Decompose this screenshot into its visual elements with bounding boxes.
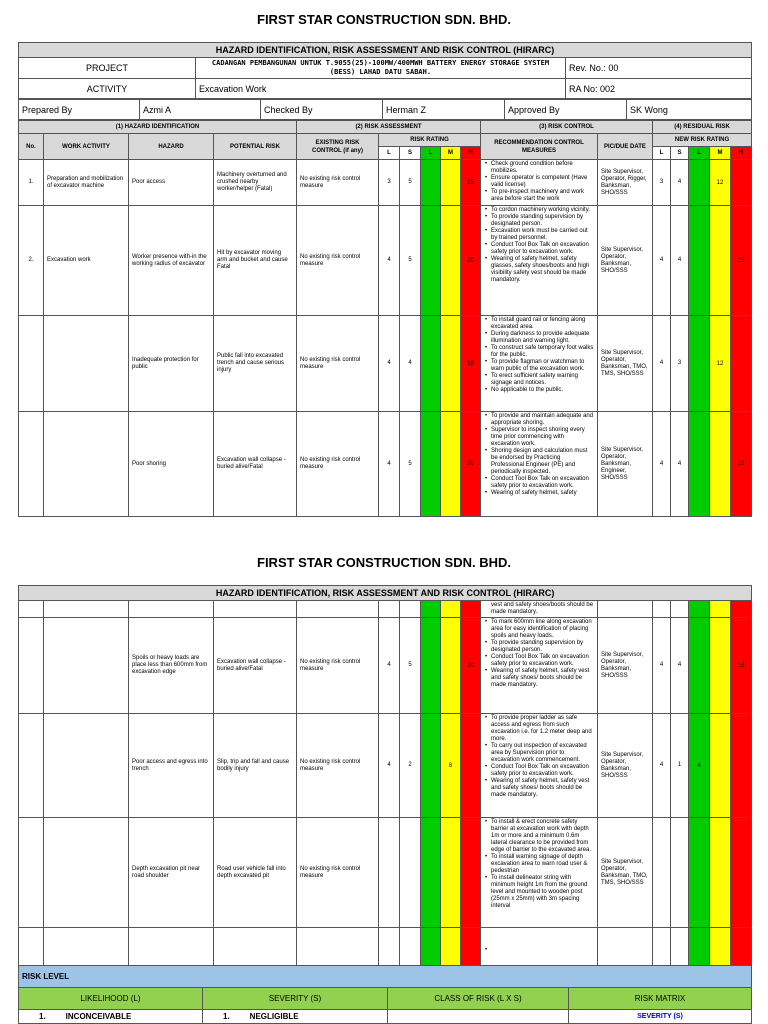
row-measure: • To erect sufficient safety warning signage and notices. — [491, 373, 594, 387]
approved-by-label: Approved By — [505, 100, 627, 120]
row-new-l: 4 — [653, 206, 671, 316]
col-s: S — [400, 147, 421, 160]
row-new-l: 4 — [653, 714, 671, 818]
row-measure: • Conduct Tool Box Talk on excavation safety prior to excavation work. — [491, 242, 594, 256]
likelihood-header: LIKELIHOOD (L) — [19, 988, 203, 1010]
row-pic: Site Supervisor, Operator, Rigger, Banksman, SHO/SSS — [598, 160, 653, 206]
row-new-s: 1 — [671, 714, 689, 818]
empty-row — [19, 928, 752, 966]
col-existing-control: EXISTING RISK CONTROL (if any) — [297, 134, 379, 160]
row-rating-l — [421, 412, 441, 517]
col-recommendation: RECOMMENDATION CONTROL MEASURES — [481, 134, 598, 160]
row-risk: Road user vehicle fall into depth excavated pit — [214, 818, 297, 928]
row-new-rating-m: 12 — [710, 316, 731, 412]
row-risk: Excavation wall collapse - buried alive/Fatal — [214, 618, 297, 714]
row-new-s: 4 — [671, 412, 689, 517]
section-hazard-id: (1) HAZARD IDENTIFICATION — [19, 121, 297, 134]
row-s: 5 — [400, 206, 421, 316]
table-row — [19, 160, 752, 206]
row-measure: • To install & erect concrete safety barrier at excavation work with depth 1m or more and a minimum 0.6m lateral clearance to be provided from edge of barrier to the excavated area. — [491, 819, 594, 854]
col-med: M — [441, 147, 461, 160]
row-measures — [481, 206, 598, 316]
likelihood-1-label: INCONCEIVABLE — [65, 1012, 132, 1021]
col-hazard: HAZARD — [129, 134, 214, 160]
table-row — [19, 714, 752, 818]
row-new-rating-h — [731, 160, 752, 206]
project-label: PROJECT — [19, 58, 196, 79]
table-row — [19, 618, 752, 714]
row-rating-h: 20 — [461, 618, 481, 714]
row-new-rating-l — [689, 412, 710, 517]
approved-by: SK Wong — [627, 100, 752, 120]
row-l: 4 — [379, 412, 400, 517]
prepared-by-label: Prepared By — [19, 100, 140, 120]
row-measure: • To provide and maintain adequate and appropriate shoring. — [491, 413, 594, 427]
row-rating-m — [441, 412, 461, 517]
row-existing: No existing risk control measure — [297, 618, 379, 714]
row-measures — [481, 818, 598, 928]
row-existing: No existing risk control measure — [297, 316, 379, 412]
row-existing: No existing risk control measure — [297, 412, 379, 517]
row-hazard: Depth excavation pit near road shoulder — [129, 818, 214, 928]
row-new-rating-l: 4 — [689, 714, 710, 818]
row-new-rating-l — [689, 316, 710, 412]
row-measure: • Wearing of safety helmet, safety vest and safety shoes/ boots should be made mandatory. — [491, 668, 594, 689]
row-s: 5 — [400, 618, 421, 714]
matrix-severity: SEVERITY (S) — [569, 1010, 752, 1024]
matrix-header: RISK MATRIX — [569, 988, 752, 1010]
class-cell — [388, 1010, 569, 1024]
row-rating-h: 16 — [461, 316, 481, 412]
col-new-l: L — [653, 147, 671, 160]
row-rating-l — [421, 206, 441, 316]
row-measure: • To install warning signage of depth excavation area to warn road user & pedestrian — [491, 854, 594, 875]
row-new-rating-m — [710, 818, 731, 928]
row-measure: • To install guard rail or fencing along excavated area. — [491, 317, 594, 331]
form-title-page2: HAZARD IDENTIFICATION, RISK ASSESSMENT AND RISK CONTROL (HIRARC) — [19, 586, 752, 601]
activity-label: ACTIVITY — [19, 79, 196, 99]
row-no — [19, 412, 44, 517]
row-no: 1. — [19, 160, 44, 206]
col-no: No. — [19, 134, 44, 160]
continuation-text: vest and safety shoes/boots should be made mandatory. — [481, 601, 598, 618]
signoff-table — [18, 99, 752, 120]
project-value: CADANGAN PEMBANGUNAN UNTUK T.9055(25)-100MW/400MWH BATTERY ENERGY STORAGE SYSTEM (BESS) LAHAD DATU SABAH. — [196, 58, 566, 79]
row-rating-l — [421, 316, 441, 412]
row-existing: No existing risk control measure — [297, 206, 379, 316]
col-new-s: S — [671, 147, 689, 160]
row-measure: • To provide proper ladder as safe access and egress from such excavation i.e. for 1.2 meter deep and more. — [491, 715, 594, 743]
row-s: 2 — [400, 714, 421, 818]
row-measure: • To cordon machinery working vicinity. — [491, 207, 594, 214]
row-hazard: Poor access and egress into trench — [129, 714, 214, 818]
row-rating-h — [461, 714, 481, 818]
row-new-rating-l — [689, 206, 710, 316]
col-new-low: L — [689, 147, 710, 160]
row-measure: • To provide standing supervision by designated person. — [491, 640, 594, 654]
row-hazard: Poor shoring — [129, 412, 214, 517]
row-s: 4 — [400, 316, 421, 412]
row-new-s: 4 — [671, 206, 689, 316]
row-l — [379, 818, 400, 928]
row-l: 3 — [379, 160, 400, 206]
table-row — [19, 412, 752, 517]
row-new-rating-h — [731, 818, 752, 928]
row-new-rating-l — [689, 818, 710, 928]
row-measure: • To pre-inspect machinery and work area before start the work — [491, 189, 594, 203]
hirarc-header-table — [18, 42, 752, 99]
row-measure: • To carry out inspection of excavated area by Supervision prior to excavation work commencement. — [491, 743, 594, 764]
row-s: 5 — [400, 412, 421, 517]
row-rating-m: 8 — [441, 714, 461, 818]
col-new-risk-rating: NEW RISK RATING — [653, 134, 752, 147]
row-rating-h: 20 — [461, 206, 481, 316]
row-hazard: Worker presence with-in the working radius of excavator — [129, 206, 214, 316]
row-new-s: 4 — [671, 160, 689, 206]
likelihood-1-no: 1. — [39, 1012, 46, 1021]
section-residual-risk: (4) RESIDUAL RISK — [653, 121, 752, 134]
row-risk: Machinery overturned and crushed nearby worker/helper (Fatal) — [214, 160, 297, 206]
row-risk: Slip, trip and fall and cause bodily injury — [214, 714, 297, 818]
row-new-rating-h — [731, 714, 752, 818]
checked-by-label: Checked By — [261, 100, 383, 120]
likelihood-1 — [19, 1010, 203, 1024]
row-measures — [481, 316, 598, 412]
company-name-page2: FIRST STAR CONSTRUCTION SDN. BHD. — [257, 555, 511, 570]
row-rating-h: 15 — [461, 160, 481, 206]
rev-no: Rev. No.: 00 — [566, 58, 752, 79]
class-header: CLASS OF RISK (L X S) — [388, 988, 569, 1010]
row-l: 4 — [379, 618, 400, 714]
row-rating-l — [421, 714, 441, 818]
row-new-s: 3 — [671, 316, 689, 412]
row-existing: No existing risk control measure — [297, 818, 379, 928]
company-name: FIRST STAR CONSTRUCTION SDN. BHD. — [257, 12, 511, 27]
col-potential-risk: POTENTIAL RISK — [214, 134, 297, 160]
col-new-high: H — [731, 147, 752, 160]
row-rating-m — [441, 618, 461, 714]
row-l: 4 — [379, 206, 400, 316]
col-pic: PIC/DUE DATE — [598, 134, 653, 160]
row-measure: • Ensure operator is competent (Have valid license) — [491, 175, 594, 189]
row-measure: • Wearing of safety helmet, safety glasses, safety shoes/boots and high visibility safety vest should be made mandatory. — [491, 256, 594, 284]
row-measure: • No applicable to the public. — [491, 387, 594, 394]
row-existing: No existing risk control measure — [297, 714, 379, 818]
row-new-rating-l — [689, 618, 710, 714]
row-risk: Public fall into excavated trench and cause serious injury — [214, 316, 297, 412]
row-measure: • Supervisor to inspect shoring every time prior commencing with excavation work. — [491, 427, 594, 448]
col-l: L — [379, 147, 400, 160]
row-existing: No existing risk control measure — [297, 160, 379, 206]
row-new-rating-m — [710, 618, 731, 714]
row-new-l: 3 — [653, 160, 671, 206]
row-activity: Excavation work — [44, 206, 129, 316]
row-pic: Site Supervisor, Operator, Banksman, SHO/SSS — [598, 618, 653, 714]
row-measure: • Shoring design and calculation must be endorsed by Practicing Professional Engineer (PE) and periodically inspected. — [491, 448, 594, 476]
row-rating-l — [421, 618, 441, 714]
ra-no: RA No: 002 — [566, 79, 752, 99]
row-new-l: 4 — [653, 412, 671, 517]
row-measure: • To provide standing supervision by designated person. — [491, 214, 594, 228]
severity-1-label: NEGLIGIBLE — [249, 1012, 299, 1021]
section-risk-control: (3) RISK CONTROL — [481, 121, 653, 134]
row-rating-l — [421, 160, 441, 206]
table-row — [19, 316, 752, 412]
row-hazard: Spoils or heavy loads are place less than 600mm from excavation edge — [129, 618, 214, 714]
col-high: H — [461, 147, 481, 160]
row-rating-m — [441, 316, 461, 412]
hirarc-table-page2 — [18, 585, 752, 966]
row-new-l: 4 — [653, 316, 671, 412]
form-title: HAZARD IDENTIFICATION, RISK ASSESSMENT AND RISK CONTROL (HIRARC) — [19, 43, 752, 58]
row-pic: Site Supervisor, Operator, Banksman, SHO/SSS — [598, 206, 653, 316]
row-measure: • To provide flagman or watchman to warn public of the excavation work. — [491, 359, 594, 373]
row-new-s: 4 — [671, 618, 689, 714]
row-risk: Hit by excavator moving arm and bucket and cause Fatal — [214, 206, 297, 316]
severity-1-no: 1. — [223, 1012, 230, 1021]
col-work-activity: WORK ACTIVITY — [44, 134, 129, 160]
row-new-rating-m — [710, 714, 731, 818]
row-rating-m — [441, 206, 461, 316]
row-measure: • Check ground condition before mobilizes. — [491, 161, 594, 175]
row-measure: • To install delineator string with minimum height 1m from the ground level and mounted to wooden post (25mm x 25mm) with 3m spacing interval — [491, 875, 594, 910]
row-l: 4 — [379, 316, 400, 412]
row-rating-m — [441, 160, 461, 206]
risk-level-table — [18, 965, 752, 1024]
row-measure: • To construct safe temporary foot walks for the public. — [491, 345, 594, 359]
row-measure: • Wearing of safety helmet, safety vest and safety shoes/ boots should be made mandatory. — [491, 778, 594, 799]
row-hazard: Poor access — [129, 160, 214, 206]
row-s: 5 — [400, 160, 421, 206]
hirarc-table-page1 — [18, 120, 752, 517]
row-measure: • Conduct Tool Box Talk on excavation safety prior to excavation work. — [491, 764, 594, 778]
table-row — [19, 818, 752, 928]
row-activity: Preparation and mobilization of excavator machine — [44, 160, 129, 206]
row-l: 4 — [379, 714, 400, 818]
risk-level-title: RISK LEVEL — [19, 966, 752, 988]
row-new-rating-h: 16 — [731, 206, 752, 316]
row-measures — [481, 618, 598, 714]
row-activity — [44, 412, 129, 517]
severity-header: SEVERITY (S) — [203, 988, 388, 1010]
activity-value: Excavation Work — [196, 79, 566, 99]
row-new-rating-l — [689, 160, 710, 206]
row-new-rating-m — [710, 206, 731, 316]
row-measure: • Conduct Tool Box Talk on excavation safety prior to excavation work. — [491, 476, 594, 490]
row-pic: Site Supervisor, Operator, Banksman, SHO/SSS — [598, 714, 653, 818]
table-row — [19, 206, 752, 316]
row-rating-h: 20 — [461, 412, 481, 517]
prepared-by: Azmi A — [140, 100, 261, 120]
row-s — [400, 818, 421, 928]
row-new-rating-h: 16 — [731, 412, 752, 517]
row-new-s — [671, 818, 689, 928]
row-measure: • Excavation work must be carried out by trained personnel. — [491, 228, 594, 242]
row-measures — [481, 160, 598, 206]
row-rating-m — [441, 818, 461, 928]
row-measure: • Conduct Tool Box Talk on excavation safety prior to excavation work. — [491, 654, 594, 668]
row-new-rating-h: 16 — [731, 618, 752, 714]
row-measures — [481, 412, 598, 517]
severity-1 — [203, 1010, 388, 1024]
row-measure: • Wearing of safety helmet, safety — [491, 490, 594, 497]
row-rating-h — [461, 818, 481, 928]
row-rating-l — [421, 818, 441, 928]
continuation-row — [19, 601, 752, 618]
row-new-rating-h — [731, 316, 752, 412]
col-low: L — [421, 147, 441, 160]
row-activity — [44, 316, 129, 412]
checked-by: Herman Z — [383, 100, 505, 120]
col-new-med: M — [710, 147, 731, 160]
row-no — [19, 316, 44, 412]
row-risk: Excavation wall collapse - buried alive/Fatal — [214, 412, 297, 517]
row-new-l: 4 — [653, 618, 671, 714]
row-pic: Site Supervisor, Operator, Banksman, TMO, TMS, SHO/SSS — [598, 818, 653, 928]
row-measure: • During darkness to provide adequate illumination and warning light. — [491, 331, 594, 345]
col-risk-rating: RISK RATING — [379, 134, 481, 147]
row-hazard: Inadequate protection for public — [129, 316, 214, 412]
row-new-l — [653, 818, 671, 928]
row-new-rating-m — [710, 412, 731, 517]
row-measures — [481, 714, 598, 818]
row-pic: Site Supervisor, Operator, Banksman, TMO, TMS, SHO/SSS — [598, 316, 653, 412]
row-no: 2. — [19, 206, 44, 316]
row-measure: • To mark 600mm line along excavation area for easy identification of placing spoils and heavy loads. — [491, 619, 594, 640]
row-new-rating-m: 12 — [710, 160, 731, 206]
row-pic: Site Supervisor, Operator, Banksman, Engineer, SHO/SSS — [598, 412, 653, 517]
section-risk-assessment: (2) RISK ASSESSMENT — [297, 121, 481, 134]
